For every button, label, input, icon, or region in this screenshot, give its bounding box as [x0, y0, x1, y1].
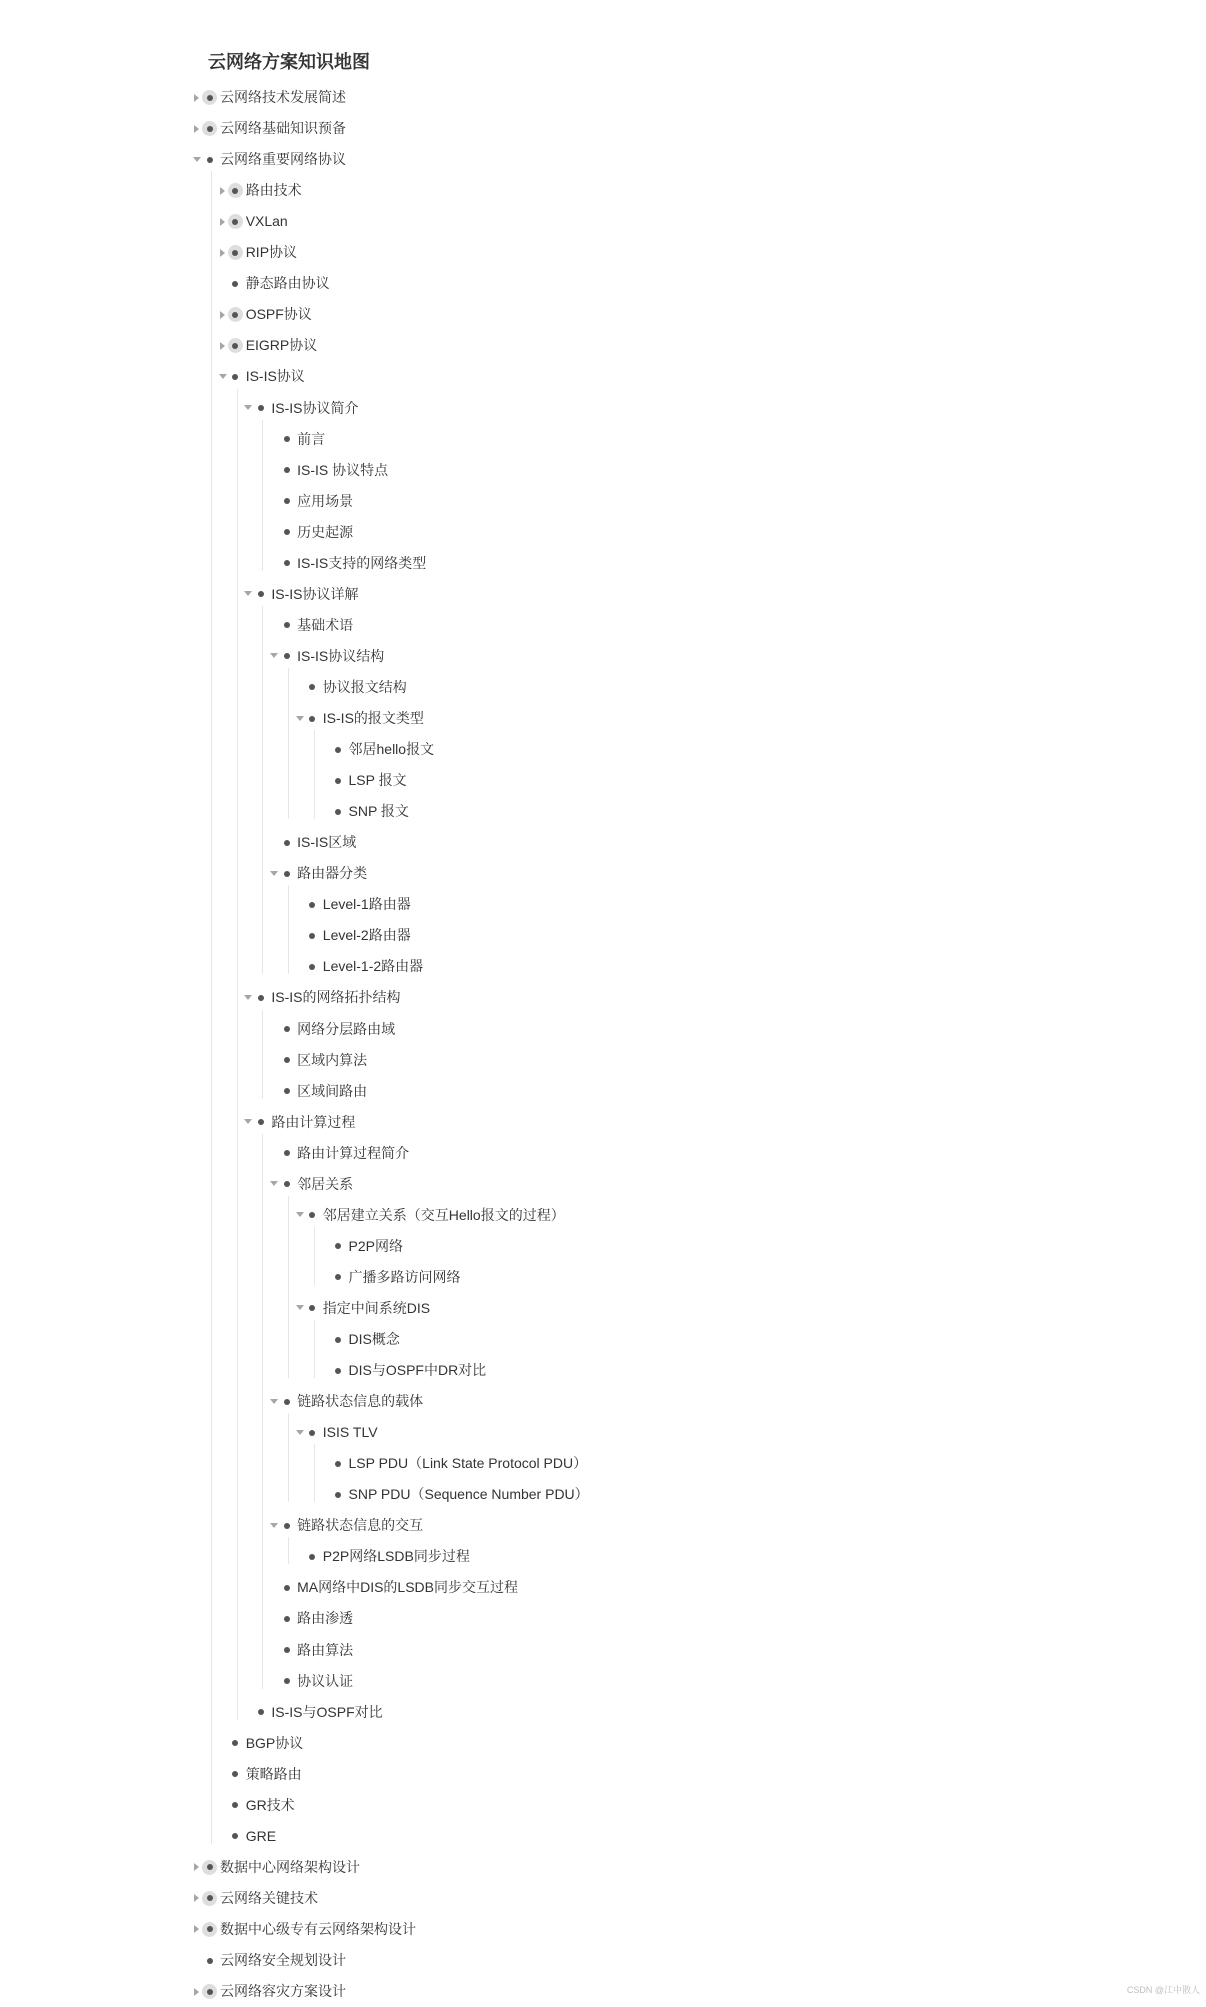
outline-item-label: 路由渗透: [297, 1610, 354, 1627]
outline-item-label: 云网络容灾方案设计: [220, 1983, 346, 2000]
outline-item-label: MA网络中DIS的LSDB同步交互过程: [297, 1579, 519, 1596]
outline-item-label: 广播多路访问网络: [348, 1268, 461, 1285]
outline-item-label: 区域内算法: [297, 1051, 368, 1068]
outline-item-label: 路由计算过程: [271, 1113, 356, 1130]
bullet-icon[interactable]: [228, 1736, 243, 1751]
outline-item[interactable]: [320, 1355, 1020, 1386]
outline-item[interactable]: [294, 1541, 994, 1572]
outline-item-label: P2P网络: [348, 1237, 403, 1254]
bullet-icon[interactable]: [331, 1332, 346, 1347]
outline-item[interactable]: [191, 82, 891, 113]
outline-item-label: 路由计算过程简介: [297, 1144, 410, 1161]
outline-item[interactable]: [268, 1572, 968, 1603]
bullet-collapsed-icon[interactable]: [202, 1984, 217, 1999]
outline-item-label: 云网络技术发展简述: [220, 89, 346, 105]
outline-item[interactable]: [268, 1138, 968, 1169]
bullet-icon[interactable]: [279, 556, 294, 571]
outline-item-label: VXLan: [245, 213, 288, 230]
bullet-icon[interactable]: [253, 1115, 268, 1130]
outline-item[interactable]: [294, 703, 994, 734]
bullet-icon[interactable]: [279, 463, 294, 478]
outline-item-label: 云网络重要网络协议: [220, 151, 346, 168]
watermark: CSDN @江中散人: [1126, 1985, 1200, 1995]
outline-item[interactable]: [268, 1169, 968, 1200]
outline-item[interactable]: [268, 1603, 968, 1634]
outline-item[interactable]: [294, 1417, 994, 1448]
bullet-collapsed-icon[interactable]: [202, 1922, 217, 1937]
outline-item[interactable]: [268, 548, 968, 579]
outline-item[interactable]: [217, 1728, 917, 1759]
bullet-icon[interactable]: [228, 1767, 243, 1782]
outline-item[interactable]: [217, 268, 917, 299]
bullet-icon[interactable]: [305, 711, 320, 726]
bullet-icon[interactable]: [305, 959, 320, 974]
outline-item[interactable]: [191, 1976, 891, 2007]
outline-item-label: 策略路由: [245, 1765, 302, 1782]
outline-item[interactable]: [320, 1479, 1020, 1510]
bullet-icon[interactable]: [305, 1425, 320, 1440]
indent-guide-line: [314, 730, 315, 819]
bullet-icon[interactable]: [279, 1518, 294, 1533]
outline-item[interactable]: [268, 517, 968, 548]
bullet-icon[interactable]: [279, 432, 294, 447]
outline-item-label: 数据中心级专有云网络架构设计: [220, 1920, 416, 1937]
outline-item[interactable]: [320, 796, 1020, 827]
outline-item[interactable]: [320, 1324, 1020, 1355]
outline-item[interactable]: [191, 1914, 891, 1945]
outline-item[interactable]: [191, 113, 891, 144]
outline-item[interactable]: [217, 361, 917, 392]
bullet-icon[interactable]: [331, 804, 346, 819]
outline-item[interactable]: [268, 858, 968, 889]
outline-item-label: 邻居关系: [297, 1175, 354, 1192]
bullet-icon[interactable]: [279, 835, 294, 850]
indent-guide-line: [262, 1010, 263, 1099]
outline-item-label: 云网络安全规划设计: [220, 1952, 346, 1968]
outline-item-label: IS-IS支持的网络类型: [297, 554, 427, 571]
outline-item[interactable]: [217, 299, 917, 330]
bullet-icon[interactable]: [253, 401, 268, 416]
outline-item-label: 链路状态信息的载体: [297, 1393, 424, 1410]
indent-guide-line: [262, 1134, 263, 1689]
outline-item[interactable]: [294, 1293, 994, 1324]
bullet-icon[interactable]: [202, 152, 217, 167]
bullet-icon[interactable]: [305, 680, 320, 695]
outline-item-label: 链路状态信息的交互: [297, 1517, 424, 1534]
bullet-icon[interactable]: [228, 276, 243, 291]
outline-item[interactable]: [191, 1852, 891, 1883]
outline-item[interactable]: [217, 175, 917, 206]
bullet-icon[interactable]: [279, 1674, 294, 1689]
outline-item[interactable]: [268, 641, 968, 672]
outline-item-label: 协议报文结构: [322, 678, 407, 695]
outline-item-label: 基础术语: [297, 616, 354, 633]
outline-item-label: IS-IS的报文类型: [322, 710, 424, 726]
outline-item[interactable]: [242, 393, 942, 424]
outline-item-label: 邻居建立关系（交互Hello报文的过程）: [322, 1206, 565, 1223]
outline-item[interactable]: [294, 920, 994, 951]
bullet-icon[interactable]: [253, 990, 268, 1005]
bullet-icon[interactable]: [228, 369, 243, 384]
bullet-icon[interactable]: [202, 1953, 217, 1968]
bullet-collapsed-icon[interactable]: [202, 90, 217, 105]
bullet-icon[interactable]: [331, 1456, 346, 1471]
outline-item[interactable]: [294, 672, 994, 703]
indent-guide-line: [288, 668, 289, 819]
outline-item-label: LSP 报文: [348, 772, 407, 789]
outline-item[interactable]: [191, 1883, 891, 1914]
indent-guide-line: [237, 389, 238, 1720]
outline-item[interactable]: [320, 734, 1020, 765]
outline-item-label: 云网络基础知识预备: [220, 120, 346, 137]
outline-item[interactable]: [217, 206, 917, 237]
outline-item[interactable]: [320, 1448, 1020, 1479]
indent-guide-line: [314, 1320, 315, 1378]
bullet-icon[interactable]: [279, 1053, 294, 1068]
bullet-icon[interactable]: [253, 587, 268, 602]
bullet-icon[interactable]: [331, 1363, 346, 1378]
bullet-collapsed-icon[interactable]: [202, 121, 217, 136]
outline-item-label: 区域间路由: [297, 1082, 368, 1099]
indent-guide-line: [262, 420, 263, 571]
outline-item-label: IS-IS的网络拓扑结构: [271, 989, 401, 1006]
outline-item[interactable]: [217, 330, 917, 361]
bullet-icon[interactable]: [279, 1084, 294, 1099]
outline-item-label: ISIS TLV: [322, 1424, 378, 1441]
outline-item[interactable]: [217, 1821, 917, 1852]
outline-item[interactable]: [242, 579, 942, 610]
bullet-icon[interactable]: [279, 1580, 294, 1595]
indent-guide-line: [314, 1227, 315, 1285]
bullet-icon[interactable]: [279, 1146, 294, 1161]
indent-guide-line: [288, 885, 289, 974]
bullet-icon[interactable]: [279, 1643, 294, 1658]
bullet-icon[interactable]: [279, 494, 294, 509]
outline-item-label: BGP协议: [245, 1734, 304, 1751]
indent-guide-line: [288, 1413, 289, 1502]
outline-item-label: IS-IS与OSPF对比: [271, 1703, 383, 1720]
outline-item-label: 路由算法: [297, 1641, 354, 1658]
bullet-icon[interactable]: [305, 928, 320, 943]
outline-item-label: LSP PDU（Link State Protocol PDU）: [348, 1455, 588, 1472]
outline-item[interactable]: [268, 486, 968, 517]
outline-item[interactable]: [268, 1014, 968, 1045]
outline-item-label: OSPF协议: [245, 306, 312, 323]
outline-item-label: EIGRP协议: [245, 337, 318, 354]
bullet-icon[interactable]: [279, 525, 294, 540]
outline-item-label: IS-IS协议结构: [297, 647, 385, 664]
outline-item-label: DIS与OSPF中DR对比: [348, 1362, 487, 1379]
outline-item[interactable]: [268, 1386, 968, 1417]
bullet-icon[interactable]: [305, 1301, 320, 1316]
bullet-icon[interactable]: [331, 742, 346, 757]
outline-item-label: 应用场景: [297, 492, 354, 509]
outline-item-label: 历史起源: [297, 523, 354, 540]
outline-item[interactable]: [268, 1666, 968, 1697]
bullet-icon[interactable]: [279, 1394, 294, 1409]
bullet-collapsed-icon[interactable]: [228, 245, 243, 260]
bullet-collapsed-icon[interactable]: [202, 1891, 217, 1906]
indent-guide-line: [262, 606, 263, 975]
outline-item[interactable]: [268, 610, 968, 641]
outline-item[interactable]: [242, 1697, 942, 1728]
bullet-collapsed-icon[interactable]: [202, 1860, 217, 1875]
outline-item-label: 邻居hello报文: [348, 741, 435, 758]
outline-item-label: GR技术: [245, 1796, 295, 1813]
bullet-collapsed-icon[interactable]: [228, 183, 243, 198]
outline-item[interactable]: [294, 1200, 994, 1231]
bullet-collapsed-icon[interactable]: [228, 307, 243, 322]
bullet-icon[interactable]: [228, 1798, 243, 1813]
bullet-icon[interactable]: [279, 866, 294, 881]
indent-guide-line: [288, 1537, 289, 1564]
outline-item-label: DIS概念: [348, 1331, 400, 1347]
outline-item-label: P2P网络LSDB同步过程: [322, 1548, 470, 1565]
outline-item-label: IS-IS 协议特点: [297, 461, 389, 478]
outline-item-label: Level-1路由器: [322, 896, 411, 913]
bullet-icon[interactable]: [279, 649, 294, 664]
bullet-icon[interactable]: [331, 1270, 346, 1285]
outline-item-label: 路由技术: [245, 182, 302, 199]
outline-item-label: Level-2路由器: [322, 927, 411, 944]
bullet-icon[interactable]: [331, 1487, 346, 1502]
outline-item[interactable]: [320, 1231, 1020, 1262]
outline-item-label: 数据中心网络架构设计: [220, 1858, 360, 1875]
bullet-icon[interactable]: [253, 1705, 268, 1720]
outline-item[interactable]: [217, 1759, 917, 1790]
outline-item-label: 指定中间系统DIS: [322, 1299, 431, 1316]
outline-item[interactable]: [268, 1510, 968, 1541]
outline-item-label: 网络分层路由域: [297, 1020, 396, 1037]
outline-item-label: 前言: [297, 430, 326, 447]
outline-item-label: 协议认证: [297, 1672, 354, 1689]
outline-item-label: 云网络关键技术: [220, 1889, 318, 1906]
outline-item[interactable]: [268, 1076, 968, 1107]
outline-item[interactable]: [294, 889, 994, 920]
bullet-icon[interactable]: [305, 1208, 320, 1223]
bullet-icon[interactable]: [279, 1022, 294, 1037]
bullet-icon[interactable]: [279, 618, 294, 633]
outline-item-label: GRE: [245, 1827, 277, 1844]
outline-item[interactable]: [191, 144, 891, 175]
outline-item-label: IS-IS协议简介: [271, 399, 359, 416]
outline-item-label: Level-1-2路由器: [322, 958, 424, 975]
page-title: 云网络方案知识地图: [208, 52, 370, 72]
outline-item[interactable]: [268, 424, 968, 455]
bullet-icon[interactable]: [279, 1611, 294, 1626]
outline-item[interactable]: [268, 455, 968, 486]
outline-item-label: IS-IS协议: [245, 368, 305, 385]
outline-item[interactable]: [217, 1790, 917, 1821]
outline-item[interactable]: [217, 237, 917, 268]
outline-item-label: IS-IS区域: [297, 834, 357, 851]
outline-item[interactable]: [268, 1045, 968, 1076]
outline-item[interactable]: [191, 1945, 891, 1976]
outline-item-label: SNP 报文: [348, 803, 409, 820]
outline-item[interactable]: [242, 1107, 942, 1138]
outline-item[interactable]: [242, 982, 942, 1013]
outline-item[interactable]: [294, 951, 994, 982]
outline-item[interactable]: [268, 827, 968, 858]
bullet-icon[interactable]: [305, 897, 320, 912]
outline-item[interactable]: [320, 765, 1020, 796]
outline-item[interactable]: [268, 1635, 968, 1666]
outline-item-label: SNP PDU（Sequence Number PDU）: [348, 1486, 589, 1503]
indent-guide-line: [288, 1196, 289, 1378]
bullet-icon[interactable]: [228, 1829, 243, 1844]
indent-guide-line: [314, 1444, 315, 1502]
bullet-collapsed-icon[interactable]: [228, 214, 243, 229]
bullet-collapsed-icon[interactable]: [228, 338, 243, 353]
outline-item-label: IS-IS协议详解: [271, 585, 359, 602]
outline-item-label: 静态路由协议: [245, 275, 330, 292]
bullet-icon[interactable]: [279, 1177, 294, 1192]
outline-item-label: 路由器分类: [297, 865, 368, 882]
outline-item[interactable]: [320, 1262, 1020, 1293]
outline-item-label: RIP协议: [245, 244, 298, 261]
bullet-icon[interactable]: [305, 1549, 320, 1564]
indent-guide-line: [211, 171, 212, 1844]
bullet-icon[interactable]: [331, 773, 346, 788]
bullet-icon[interactable]: [331, 1239, 346, 1254]
